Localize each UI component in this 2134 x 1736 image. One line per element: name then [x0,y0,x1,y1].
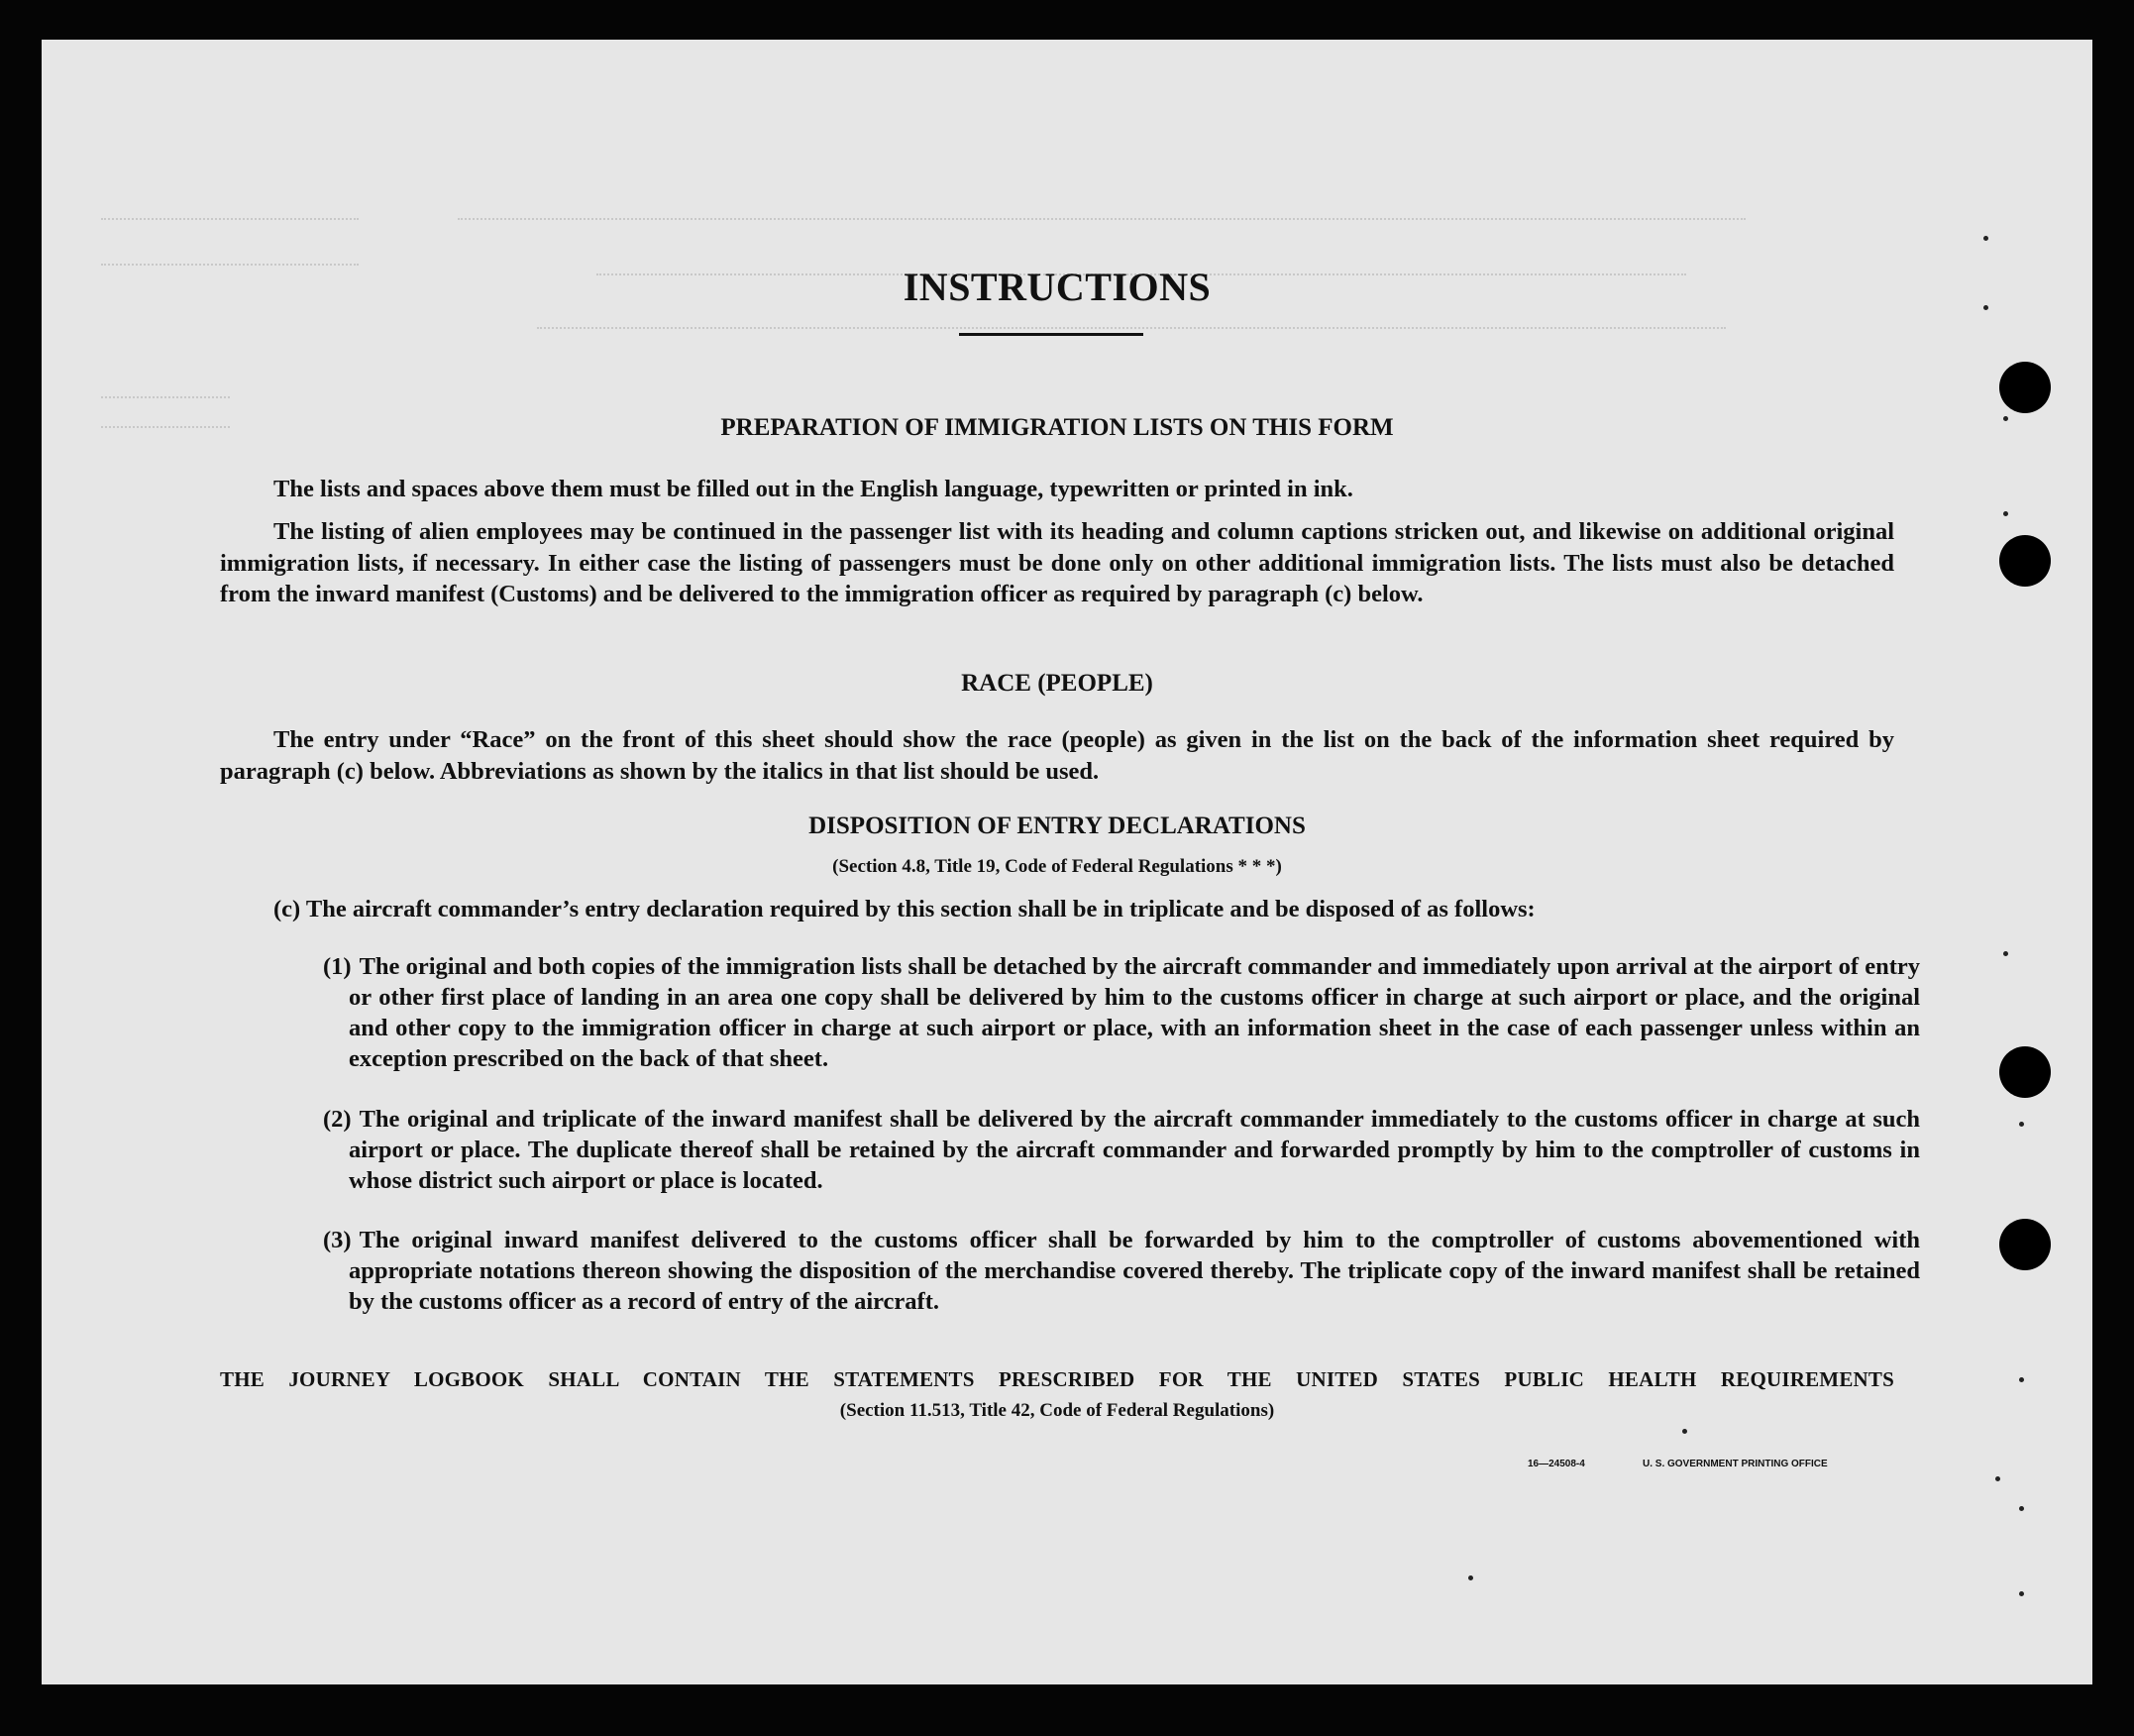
footer-citation: (Section 11.513, Title 42, Code of Federal Regulations) [839,1400,1275,1421]
ghost-line [101,426,230,428]
item-text: The original inward manifest delivered to the customs officer shall be forwarded by him to the comptroller of customs abovementioned with appropriate notations thereon showing the disposition of the merchandise covered thereby. The triplicate copy of the inward manifest shall be retained by the customs officer as a record of entry of the aircraft. [349,1227,1920,1315]
list-item [323,1225,1920,1317]
printer-imprint: U. S. GOVERNMENT PRINTING OFFICE [1643,1459,1828,1469]
speck [2003,416,2008,421]
section-heading-disposition: DISPOSITION OF ENTRY DECLARATIONS [808,813,1306,839]
punch-hole [1999,535,2051,587]
speck [2019,1591,2024,1596]
punch-hole [1999,362,2051,413]
speck [2019,1377,2024,1382]
item-text: The original and triplicate of the inward manifest shall be delivered by the aircraft commander immediately to the customs officer in charge at such airport or place. The duplicate thereof shall be retained by the aircraft commander and forwarded promptly by him to the comptroller of customs in whose district such airport or place is located. [349,1106,1920,1194]
ghost-line [537,327,1726,329]
document-title: INSTRUCTIONS [903,265,1212,309]
speck [2019,1122,2024,1127]
punch-hole [1999,1046,2051,1098]
item-text: The original and both copies of the immigration lists shall be detached by the aircraft commander and immediately upon arrival at the airport of entry or other first place of landing in an area one copy shall be delivered by him to the customs officer in charge at such airport or place, and the original and other copy to the immigration officer in charge at such airport or place, with an information sheet in the case of each passenger unless within an exception prescribed on the back of that sheet. [349,953,1920,1072]
speck [1682,1429,1687,1434]
paragraph: The lists and spaces above them must be filled out in the English language, typewritten or printed in ink. [273,476,1353,502]
paragraph-c-intro: (c) The aircraft commander’s entry declaration required by this section shall be in triplicate and be disposed of as follows: [273,896,1536,922]
speck [1983,305,1988,310]
title-underline [959,333,1143,336]
speck [2019,1506,2024,1511]
speck [1983,236,1988,241]
item-number: (1) [323,953,352,980]
speck [2003,511,2008,516]
speck [2003,951,2008,956]
list-item [323,1104,1920,1196]
section-heading-preparation: PREPARATION OF IMMIGRATION LISTS ON THIS FORM [720,414,1394,441]
section-citation: (Section 4.8, Title 19, Code of Federal Regulations * * *) [832,856,1282,877]
list-item [323,951,1920,1074]
form-number: 16—24508-4 [1528,1459,1585,1469]
speck [1995,1476,2000,1481]
paragraph: The listing of alien employees may be continued in the passenger list with its heading and column captions stricken out, and likewise on additional original immigration lists, if necessary. In either case the listing of passengers must be done only on other additional immigration lists. The lists must also be detached from the inward manifest (Customs) and be delivered to the immigration officer as required by paragraph (c) below. [220,518,1894,607]
paragraph: The entry under “Race” on the front of this sheet should show the race (people) as given in the list on the back of the information sheet required by paragraph (c) below. Abbreviations as shown by the italics in that list should be used. [220,726,1894,785]
item-number: (2) [323,1106,352,1133]
ghost-line [101,396,230,398]
ghost-line [458,218,1746,220]
speck [1468,1575,1473,1580]
footer-statement: THE JOURNEY LOGBOOK SHALL CONTAIN THE STATEMENTS PRESCRIBED FOR THE UNITED STATES PUBLIC HEALTH REQUIREMENTS [220,1367,1894,1391]
item-number: (3) [323,1227,352,1253]
section-heading-race: RACE (PEOPLE) [961,670,1153,697]
ghost-line [101,218,359,220]
punch-hole [1999,1219,2051,1270]
